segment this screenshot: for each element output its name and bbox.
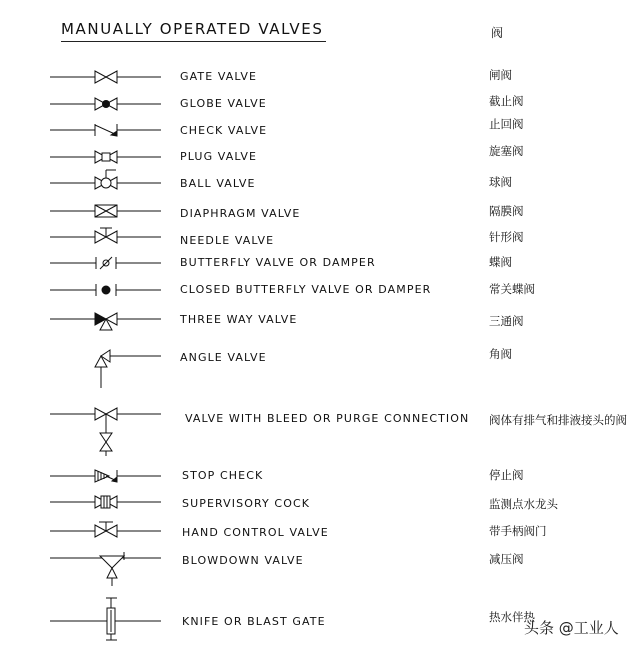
cn-angle-valve: 角阀 bbox=[489, 347, 512, 361]
label-knife-gate: KNIFE OR BLAST GATE bbox=[182, 615, 326, 628]
label-ball-valve: BALL VALVE bbox=[180, 177, 256, 190]
hand-control-valve-symbol bbox=[50, 522, 161, 537]
cn-gate-valve: 闸阀 bbox=[489, 68, 512, 82]
blowdown-valve-symbol bbox=[50, 552, 161, 586]
label-stop-check: STOP CHECK bbox=[182, 469, 264, 482]
needle-valve-symbol bbox=[50, 228, 161, 243]
closed-butterfly-valve-symbol bbox=[50, 284, 161, 296]
label-butterfly-valve: BUTTERFLY VALVE OR DAMPER bbox=[180, 256, 376, 269]
knife-gate-symbol bbox=[50, 598, 161, 640]
three-way-valve-symbol bbox=[50, 313, 161, 330]
cn-hand-control-valve: 带手柄阀门 bbox=[489, 524, 547, 538]
cn-three-way-valve: 三通阀 bbox=[489, 314, 524, 328]
check-valve-symbol bbox=[50, 124, 161, 136]
plug-valve-symbol bbox=[50, 151, 161, 163]
cn-supervisory-cock: 监测点水龙头 bbox=[489, 497, 558, 511]
cn-diaphragm-valve: 隔膜阀 bbox=[489, 204, 524, 218]
cn-bleed-valve: 阀体有排气和排液接头的阀 bbox=[489, 413, 627, 427]
cn-closed-butterfly-valve: 常关蝶阀 bbox=[489, 282, 535, 296]
label-blowdown-valve: BLOWDOWN VALVE bbox=[182, 554, 304, 567]
supervisory-cock-symbol bbox=[50, 496, 161, 508]
label-three-way-valve: THREE WAY VALVE bbox=[180, 313, 298, 326]
watermark: 头条 @工业人 bbox=[524, 619, 619, 637]
label-gate-valve: GATE VALVE bbox=[180, 70, 258, 83]
diaphragm-valve-symbol bbox=[50, 205, 161, 217]
label-bleed-valve: VALVE WITH BLEED OR PURGE CONNECTION bbox=[185, 412, 470, 425]
ball-valve-symbol bbox=[50, 170, 161, 189]
label-needle-valve: NEEDLE VALVE bbox=[180, 234, 275, 247]
cn-ball-valve: 球阀 bbox=[489, 175, 512, 189]
label-globe-valve: GLOBE VALVE bbox=[180, 97, 267, 110]
angle-valve-symbol bbox=[95, 350, 161, 388]
bleed-valve-symbol bbox=[50, 408, 161, 456]
globe-valve-symbol bbox=[50, 98, 161, 110]
label-angle-valve: ANGLE VALVE bbox=[180, 351, 267, 364]
label-hand-control-valve: HAND CONTROL VALVE bbox=[182, 526, 329, 539]
cn-blowdown-valve: 减压阀 bbox=[489, 552, 524, 566]
butterfly-valve-symbol bbox=[50, 257, 161, 269]
cn-globe-valve: 截止阀 bbox=[489, 94, 524, 108]
label-check-valve: CHECK VALVE bbox=[180, 124, 268, 137]
label-supervisory-cock: SUPERVISORY COCK bbox=[182, 497, 311, 510]
label-plug-valve: PLUG VALVE bbox=[180, 150, 258, 163]
cn-needle-valve: 针形阀 bbox=[489, 230, 524, 244]
chinese-header: 阀 bbox=[491, 26, 504, 40]
cn-knife-gate: 热水伴热 bbox=[489, 610, 535, 624]
cn-plug-valve: 旋塞阀 bbox=[489, 144, 524, 158]
label-diaphragm-valve: DIAPHRAGM VALVE bbox=[180, 207, 301, 220]
gate-valve-symbol bbox=[50, 71, 161, 83]
cn-check-valve: 止回阀 bbox=[489, 117, 524, 131]
stop-check-symbol bbox=[50, 470, 161, 482]
label-closed-butterfly-valve: CLOSED BUTTERFLY VALVE OR DAMPER bbox=[180, 283, 432, 296]
page-title: MANUALLY OPERATED VALVES bbox=[61, 20, 324, 38]
cn-stop-check: 停止阀 bbox=[489, 468, 524, 482]
cn-butterfly-valve: 蝶阀 bbox=[489, 255, 512, 269]
